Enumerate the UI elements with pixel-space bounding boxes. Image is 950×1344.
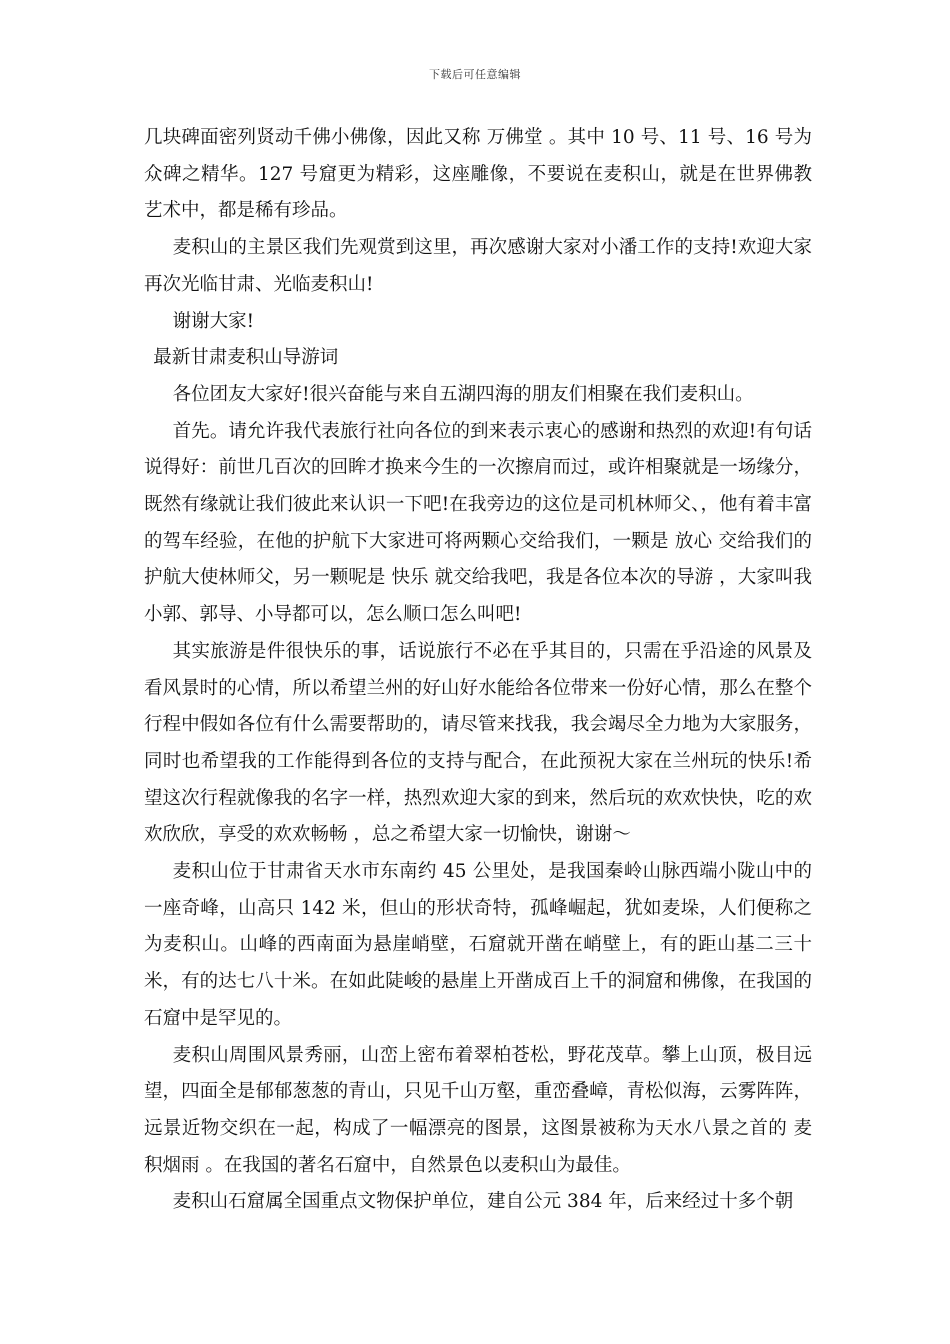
page-header: 下载后可任意编辑 (429, 68, 521, 81)
paragraph-scenery: 麦积山周围风景秀丽，山峦上密布着翠柏苍松，野花茂草。攀上山顶，极目远望，四面全是郁郁葱葱的青山，只见千山万壑，重峦叠嶂，青松似海，云雾阵阵，远景近物交织在一起，构成了一幅漂亮的图景，这图景被称为天水八景之首的 麦积烟雨 。在我国的著名石窟中，自然景色以麦积山为最佳。 (144, 1044, 812, 1176)
paragraph-thanks-support: 麦积山的主景区我们先观赏到这里，再次感谢大家对小潘工作的支持!欢迎大家再次光临甘肃、光临麦积山! (144, 237, 812, 295)
paragraph-location: 麦积山位于甘肃省天水市东南约 45 公里处，是我国秦岭山脉西端小陇山中的一座奇峰，山高只 142 米，但山的形状奇特，孤峰崛起，犹如麦垛，人们便称之为麦积山。山峰的西南面为悬崖峭壁，石窟就开凿在峭壁上，有的距山基二三十米，有的达七八十米。在如此陡峻的悬崖上开凿成百上千的洞窟和佛像，在我国的石窟中是罕见的。 (144, 861, 812, 1029)
paragraph-greeting: 各位团友大家好!很兴奋能与来自五湖四海的朋友们相聚在我们麦积山。 (172, 383, 754, 405)
paragraph-continued: 几块碑面密列贤动千佛小佛像，因此又称 万佛堂 。其中 10 号、11 号、16 号为众碑之精华。127 号窟更为精彩，这座雕像，不要说在麦积山，就是在世界佛教艺术中，都是稀有珍品。 (144, 127, 812, 222)
document-body (144, 120, 812, 1221)
section-title: 最新甘肃麦积山导游词 (153, 347, 339, 369)
paragraph-introduction: 首先。请允许我代表旅行社向各位的到来表示衷心的感谢和热烈的欢迎!有句话说得好：前世几百次的回眸才换来今生的一次擦肩而过，或许相聚就是一场缘分，既然有缘就让我们彼此来认识一下吧!在我旁边的这位是司机林师父、，他有着丰富的驾车经验，在他的护航下大家进可将两颗心交给我们，一颗是 放心 交给我们的护航大使林师父，另一颗呢是 快乐 就交给我吧，我是各位本次的导游 ，大家叫我小郭、郭导、小导都可以，怎么顺口怎么叫吧! (144, 420, 812, 626)
paragraph-travel-mood: 其实旅游是件很快乐的事，话说旅行不必在乎其目的，只需在乎沿途的风景及看风景时的心情，所以希望兰州的好山好水能给各位带来一份好心情，那么在整个行程中假如各位有什么需要帮助的，请尽管来找我，我会竭尽全力地为大家服务，同时也希望我的工作能得到各位的支持与配合，在此预祝大家在兰州玩的快乐!希望这次行程就像我的名字一样，热烈欢迎大家的到来，然后玩的欢欢快快，吃的欢欢欣欣，享受的欢欢畅畅 ，总之希望大家一切愉快，谢谢～ (144, 640, 812, 846)
paragraph-thank-you: 谢谢大家! (172, 310, 255, 332)
paragraph-grottoes: 麦积山石窟属全国重点文物保护单位，建自公元 384 年，后来经过十多个朝 (172, 1191, 794, 1213)
